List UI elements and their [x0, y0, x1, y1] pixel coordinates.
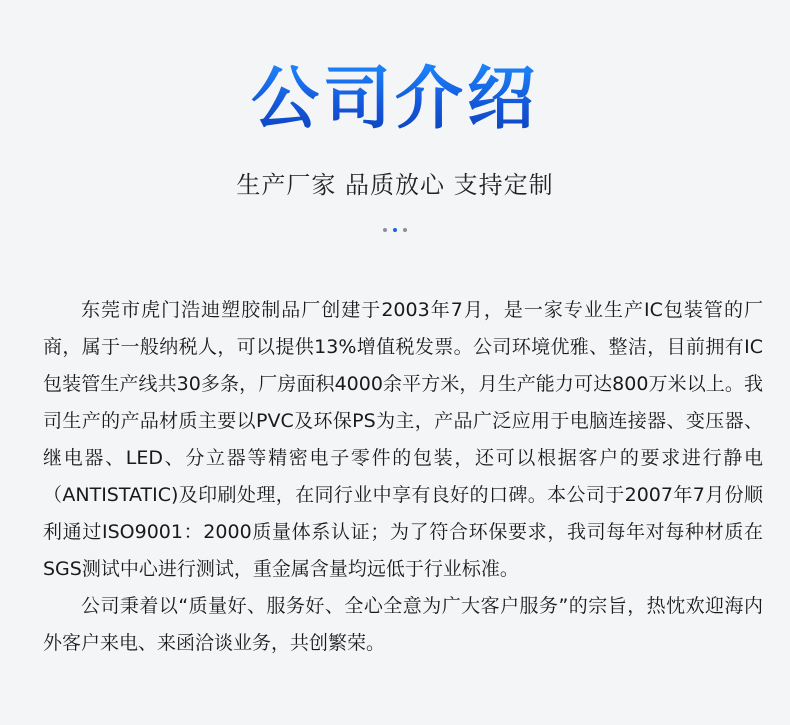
- company-description: [43, 292, 763, 662]
- divider-dots: [0, 228, 790, 238]
- divider-dot: [383, 228, 387, 232]
- page-subtitle: 生产厂家 品质放心 支持定制: [236, 171, 554, 199]
- description-paragraph: 公司秉着以“质量好、服务好、全心全意为广大客户服务”的宗旨，热忱欢迎海内外客户来电、来函洽谈业务，共创繁荣。: [43, 595, 763, 654]
- divider-dot: [403, 228, 407, 232]
- divider-dot-accent: [393, 228, 397, 232]
- description-paragraph: 东莞市虎门浩迪塑胶制品厂创建于2003年7月，是一家专业生产IC包装管的厂商，属于一般纳税人，可以提供13%增值税发票。公司环境优雅、整洁，目前拥有IC包装管生产线共30多条，厂房面积4000余平方米，月生产能力可达800万米以上。我司生产的产品材质主要以PVC及环保PS为主，产品广泛应用于电脑连接器、变压器、继电器、LED、分立器等精密电子零件的包装，还可以根据客户的要求进行静电（ANTISTATIC)及印刷处理，在同行业中享有良好的口碑。本公司于2007年7月份顺利通过ISO9001：2000质量体系认证；为了符合环保要求，我司每年对每种材质在SGS测试中心进行测试，重金属含量均远低于行业标准。: [43, 299, 763, 580]
- page-title: 公司介绍: [0, 58, 790, 142]
